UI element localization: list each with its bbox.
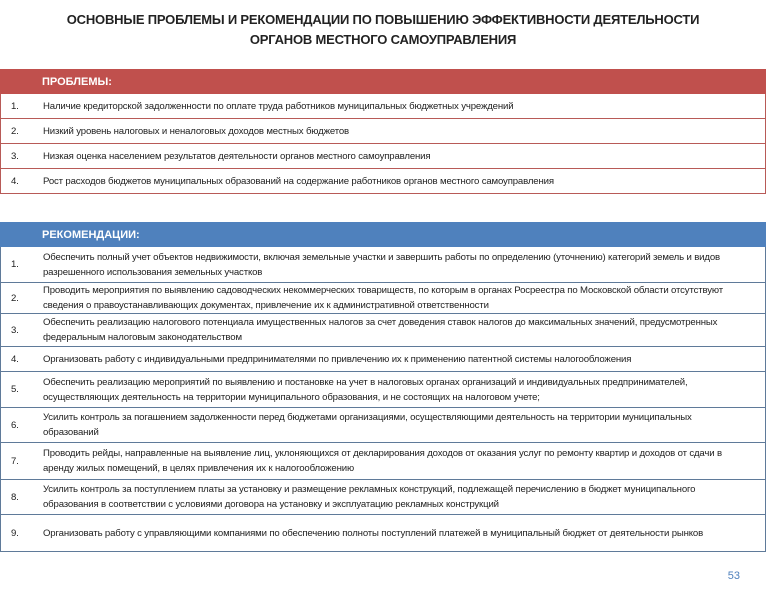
table-row <box>0 314 766 347</box>
table-row <box>0 515 766 552</box>
title-line-1: ОСНОВНЫЕ ПРОБЛЕМЫ И РЕКОМЕНДАЦИИ ПО ПОВЫШЕНИЮ ЭФФЕКТИВНОСТИ ДЕЯТЕЛЬНОСТИ <box>66 12 700 27</box>
row-number: 5. <box>11 384 19 395</box>
table-row <box>0 119 766 144</box>
row-number: 4. <box>11 175 19 187</box>
row-number: 3. <box>11 150 19 162</box>
page-number: 53 <box>727 570 740 582</box>
title-line-2: ОРГАНОВ МЕСТНОГО САМОУПРАВЛЕНИЯ <box>249 32 517 47</box>
table-row <box>0 247 766 283</box>
row-text: Наличие кредиторской задолженности по оплате труда работников муниципальных бюджетных учреждений <box>43 100 514 112</box>
row-text: Низкая оценка населением результатов деятельности органов местного самоуправления <box>43 150 431 162</box>
row-number: 8. <box>11 491 19 503</box>
row-text: Проводить мероприятия по выявлению садоводческих некоммерческих товариществ, по которым в органах Росреестра по Московской области отсутствуют сведения о правоустанавливающих документах, привлечение их к административной ответственности <box>43 285 723 311</box>
table-row <box>0 408 766 443</box>
row-text: Организовать работу с управляющими компаниями по обеспечению полноты поступлений платежей в муниципальный бюджет от деятельности рынков <box>43 527 704 539</box>
table-row <box>0 169 766 194</box>
table-row <box>0 144 766 169</box>
row-number: 4. <box>11 353 19 365</box>
row-number: 2. <box>11 125 19 137</box>
problems-table <box>0 69 766 194</box>
row-text: Проводить рейды, направленные на выявление лиц, уклоняющихся от декларирования доходов от оказания услуг по ремонту квартир и доходов от сдачи в аренду жилых помещений, в целях привлечения их к налогообложению <box>43 448 722 474</box>
row-number: 1. <box>11 259 19 270</box>
table-row <box>0 283 766 314</box>
row-number: 3. <box>11 324 19 336</box>
row-number: 6. <box>11 419 19 431</box>
page-title <box>0 10 766 50</box>
row-number: 2. <box>11 292 19 304</box>
recommendations-table <box>0 222 766 552</box>
table-row <box>0 480 766 515</box>
row-text: Обеспечить полный учет объектов недвижимости, включая земельные участки и завершить работы по определению (уточнению) категорий земель и видов разрешенного использования земельных участков <box>43 251 720 278</box>
row-text: Низкий уровень налоговых и неналоговых доходов местных бюджетов <box>43 125 349 137</box>
row-text: Обеспечить реализацию налогового потенциала имущественных налогов за счет доведения ставок налогов до максимальных значений, предусмотренных федеральным налоговым законодательством <box>43 317 718 343</box>
recommendations-header: РЕКОМЕНДАЦИИ: <box>0 222 766 247</box>
table-row <box>0 347 766 372</box>
row-number: 9. <box>11 527 19 539</box>
row-number: 7. <box>11 455 19 467</box>
row-text: Рост расходов бюджетов муниципальных образований на содержание работников органов местного самоуправления <box>43 175 554 187</box>
row-text: Усилить контроль за погашением задолженности перед бюджетами организациями, осуществляющими деятельность на территории муниципальных образований <box>43 412 692 438</box>
row-number: 1. <box>11 100 19 112</box>
problems-header: ПРОБЛЕМЫ: <box>0 69 766 94</box>
table-row <box>0 372 766 408</box>
table-row <box>0 443 766 480</box>
row-text: Обеспечить реализацию мероприятий по выявлению и постановке на учет в налоговых органах организаций и индивидуальных предпринимателей, осуществляющих деятельность на территории муниципального образования, и не состоящих на налоговом учете; <box>43 376 688 403</box>
row-text: Усилить контроль за поступлением платы за установку и размещение рекламных конструкций, подлежащей перечислению в бюджет муниципального образования в соответствии с условиями договора на установку и эксплуатацию рекламных конструкций <box>43 484 696 510</box>
table-row <box>0 94 766 119</box>
row-text: Организовать работу с индивидуальными предпринимателями по привлечению их к применению патентной системы налогообложения <box>43 353 632 365</box>
